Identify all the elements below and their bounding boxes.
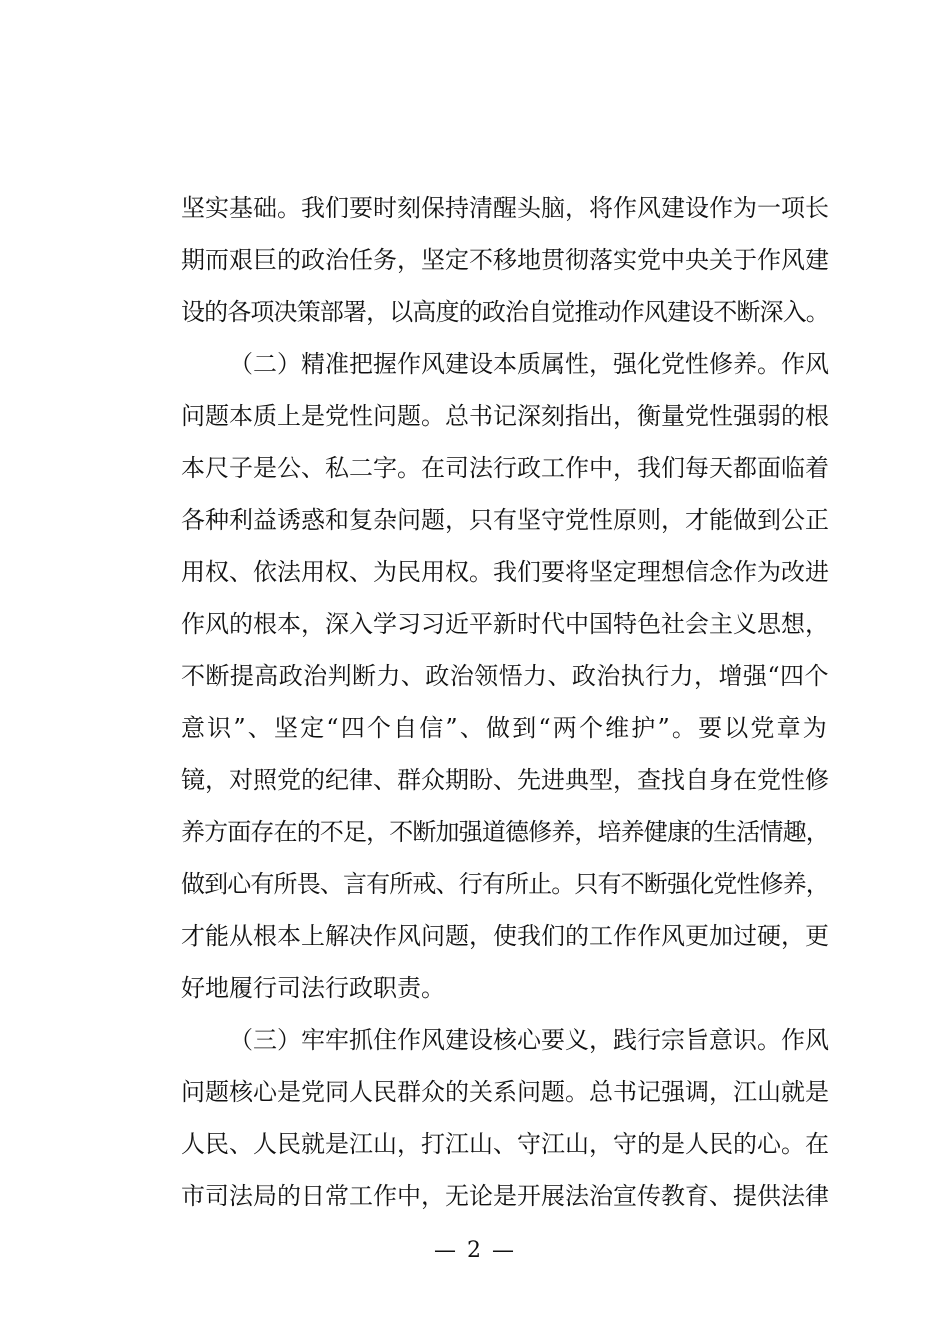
line-text: 意识”、坚定“四个自信”、做到“两个维护”。要以党章为 bbox=[181, 714, 829, 742]
text-line bbox=[0, 344, 950, 384]
line-text: （三）牢牢抓住作风建设核心要义，践行宗旨意识。作风 bbox=[229, 1026, 829, 1054]
line-text: 坚实基础。我们要时刻保持清醒头脑，将作风建设作为一项长 bbox=[181, 194, 829, 222]
line-text: 不断提高政治判断力、政治领悟力、政治执行力，增强“四个 bbox=[181, 662, 829, 690]
text-line bbox=[0, 708, 950, 748]
text-line bbox=[0, 1020, 950, 1060]
line-text: 作风的根本，深入学习习近平新时代中国特色社会主义思想， bbox=[181, 610, 829, 638]
text-line bbox=[0, 500, 950, 540]
text-line bbox=[0, 292, 950, 332]
text-line bbox=[0, 1124, 950, 1164]
line-text: 用权、依法用权、为民用权。我们要将坚定理想信念作为改进 bbox=[181, 558, 829, 586]
line-text: 养方面存在的不足，不断加强道德修养，培养健康的生活情趣， bbox=[181, 818, 829, 846]
line-text: 设的各项决策部署，以高度的政治自觉推动作风建设不断深入。 bbox=[181, 298, 829, 326]
text-line bbox=[0, 240, 950, 280]
line-text: 问题核心是党同人民群众的关系问题。总书记强调，江山就是 bbox=[181, 1078, 829, 1106]
text-line bbox=[0, 448, 950, 488]
line-text: 好地履行司法行政职责。 bbox=[181, 974, 445, 1002]
text-line bbox=[0, 656, 950, 696]
text-line bbox=[0, 1072, 950, 1112]
line-text: 各种利益诱惑和复杂问题，只有坚守党性原则，才能做到公正 bbox=[181, 506, 829, 534]
line-text: 期而艰巨的政治任务，坚定不移地贯彻落实党中央关于作风建 bbox=[181, 246, 829, 274]
line-text: 做到心有所畏、言有所戒、行有所止。只有不断强化党性修养， bbox=[181, 870, 829, 898]
text-line bbox=[0, 760, 950, 800]
line-text: 才能从根本上解决作风问题，使我们的工作作风更加过硬，更 bbox=[181, 922, 829, 950]
text-line bbox=[0, 188, 950, 228]
line-text: 本尺子是公、私二字。在司法行政工作中，我们每天都面临着 bbox=[181, 454, 829, 482]
text-line bbox=[0, 1176, 950, 1216]
text-line bbox=[0, 396, 950, 436]
text-line bbox=[0, 552, 950, 592]
page-number: — 2 — bbox=[434, 1238, 516, 1263]
line-text: 市司法局的日常工作中，无论是开展法治宣传教育、提供法律 bbox=[181, 1182, 829, 1210]
text-line bbox=[0, 864, 950, 904]
line-text: 问题本质上是党性问题。总书记深刻指出，衡量党性强弱的根 bbox=[181, 402, 829, 430]
text-line bbox=[0, 604, 950, 644]
text-line bbox=[0, 916, 950, 956]
line-text: 镜，对照党的纪律、群众期盼、先进典型，查找自身在党性修 bbox=[181, 766, 829, 794]
line-text: 人民、人民就是江山，打江山、守江山，守的是人民的心。在 bbox=[181, 1130, 829, 1158]
text-line bbox=[0, 968, 950, 1008]
line-text: （二）精准把握作风建设本质属性，强化党性修养。作风 bbox=[229, 350, 829, 378]
text-line bbox=[0, 812, 950, 852]
